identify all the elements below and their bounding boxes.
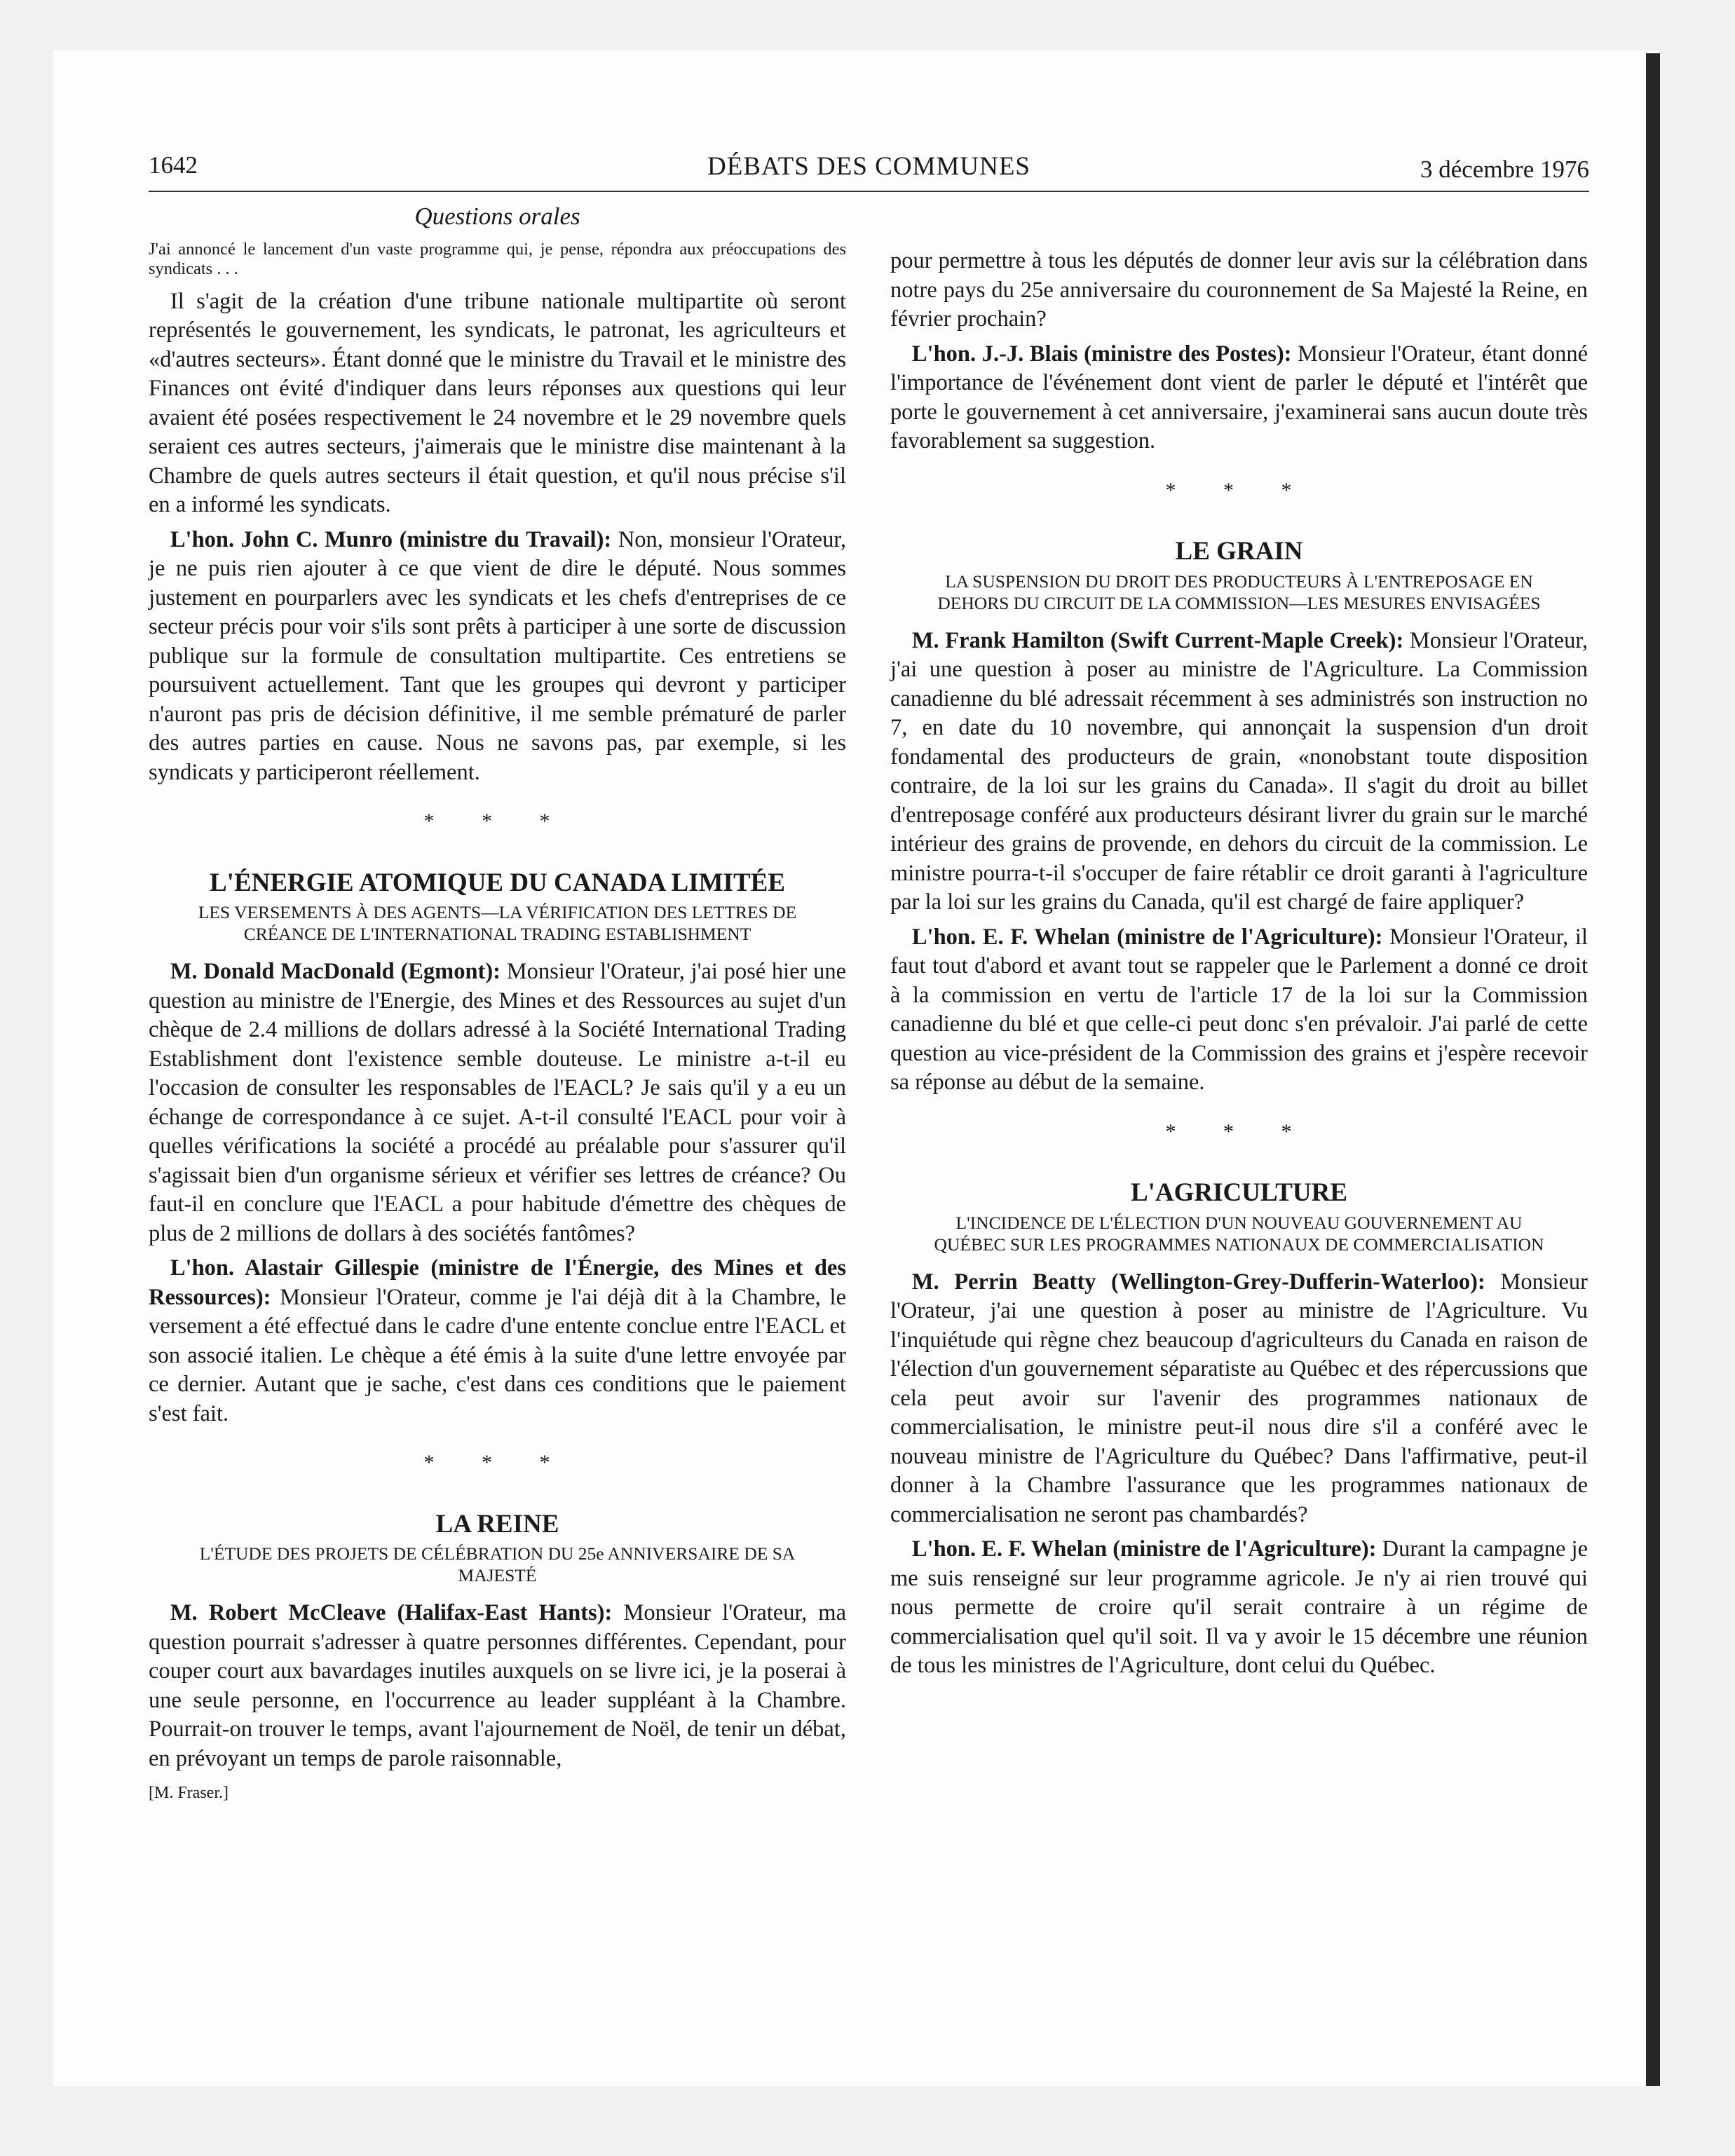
speech-text: Monsieur l'Orateur, ma question pourrait s'adresser à quatre personnes différentes. Cependant, pour couper court aux bavardages inutiles auxquels on se livre ici, je la poserai à une seule personne, en l'occurrence au leader suppléant à la Chambre. Pourrait-on trouver le temps, avant l'ajournement de Noël, de tenir un débat, en prévoyant un temps de parole raisonnable, <box>149 1600 846 1771</box>
page-header <box>149 151 1589 192</box>
speech-text: Monsieur l'Orateur, j'ai une question à poser au ministre de l'Agriculture. Vu l'inquiétude qui règne chez beaucoup d'agriculteurs du Canada en raison de l'élection d'un gouvernement séparatiste au Québec et des répercussions que cela peut avoir sur l'avenir des programmes nationaux de commercialisation, le ministre peut-il nous dire s'il a conféré avec le nouveau ministre de l'Agriculture du Québec? Dans l'affirmative, peut-il donner à la Chambre l'assurance que les programmes nationaux de commercialisation ne seront pas chambardés? <box>890 1269 1588 1527</box>
section-heading: L'ÉNERGIE ATOMIQUE DU CANADA LIMITÉE <box>210 868 785 897</box>
paragraph: Il s'agit de la création d'une tribune nationale multipartite où seront représentés le gouvernement, les syndicats, le patronat, les agriculteurs et «d'autres secteurs». Étant donné que le ministre du Travail et le ministre des Finances ont évité d'indiquer dans leurs réponses aux questions qui leur avaient été posées respectivement le 24 novembre et le 29 novembre quels seraient ces autres secteurs, j'aimerais que le ministre dise maintenant à la Chambre de quels autres secteurs il était question, et qu'il nous précise s'il en a informé les syndicats. <box>149 288 846 517</box>
section-divider: * * * <box>423 1451 571 1474</box>
speech-text: Monsieur l'Orateur, étant donné l'importance de l'événement dont vient de parler le député et l'intérêt que porte le gouvernement à cet anniversaire, j'examinerai sans aucun doute très favorablement sa suggestion. <box>890 341 1588 453</box>
speech-macdonald <box>149 957 846 1248</box>
speech-mccleave <box>149 1599 846 1773</box>
section-heading: LA REINE <box>435 1509 559 1538</box>
page-number: 1642 <box>149 151 198 179</box>
section-subheading: L'ÉTUDE DES PROJETS DE CÉLÉBRATION DU 25e ANNIVERSAIRE DE SA MAJESTÉ <box>199 1543 796 1585</box>
section-subheading: LES VERSEMENTS À DES AGENTS—LA VÉRIFICATION DES LETTRES DE CRÉANCE DE L'INTERNATIONAL TRADING ESTABLISHMENT <box>198 902 797 944</box>
speech-text: Monsieur l'Orateur, j'ai posé hier une question au ministre de l'Energie, des Mines et des Ressources au sujet d'un chèque de 2.4 millions de dollars adressé à la Société International Trading Establishment dont l'existence semble douteuse. Le ministre a-t-il eu l'occasion de consulter les responsables de l'EACL? Je sais qu'il y a eu un échange de correspondance à ce sujet. A-t-il consulté l'EACL pour voir à quelles vérifications la société a procédé au préalable pour s'assurer qu'il s'agissait bien d'un organisme sérieux et vérifier ses lettres de créance? Ou faut-il en conclure que l'EACL a pour habitude d'émettre des chèques de plus de 2 millions de dollars à des sociétés fantômes? <box>149 959 846 1246</box>
speech-text: Monsieur l'Orateur, comme je l'ai déjà dit à la Chambre, le versement a été effectué dans le cadre d'une entente conclue entre l'EACL et son associé italien. Le chèque a été émis à la suite d'une lettre envoyée par ce dernier. Autant que je sache, c'est dans ces conditions que le paiement s'est fait. <box>149 1284 847 1426</box>
section-divider: * * * <box>1165 1119 1313 1143</box>
speaker-name: M. Perrin Beatty (Wellington-Grey-Dufferin-Waterloo): <box>911 1269 1485 1295</box>
speech-text: Monsieur l'Orateur, j'ai une question à poser au ministre de l'Agriculture. La Commission canadienne du blé adressait récemment à ses administrés son instruction no 7, en date du 10 novembre, qui annonçait la suspension d'un droit fondamental des producteurs de grain, «nonobstant toute disposition contraire, de la loi sur les grains du Canada». Il s'agit du droit au billet d'entreposage conféré aux producteurs désirant livrer du grain sur le marché intérieur des grains de provende, en dehors du circuit de la commission. Le ministre pourra-t-il s'occuper de faire rétablir ce droit garanti à l'agriculture par la loi sur les grains du Canada, qu'il est chargé de faire appliquer? <box>890 627 1588 915</box>
speaker-name: M. Frank Hamilton (Swift Current-Maple Creek): <box>911 627 1404 653</box>
section-heading: L'AGRICULTURE <box>1130 1178 1348 1207</box>
paragraph-continued: pour permettre à tous les députés de donner leur avis sur la célébration dans notre pays du 25e anniversaire du couronnement de Sa Majesté la Reine, en février prochain? <box>890 248 1588 332</box>
issue-date: 3 décembre 1976 <box>1420 156 1589 183</box>
speaker-name: L'hon. E. F. Whelan (ministre de l'Agriculture): <box>911 1536 1377 1562</box>
speech-text: Monsieur l'Orateur, il faut tout d'abord et avant tout se rappeler que le Parlement a donné ce droit à la commission en vertu de l'article 17 de la loi sur la Commission canadienne du blé et que celle-ci peut donc s'en prévaloir. J'ai parlé de cette question au vice-président de la Commission des grains et j'espère recevoir sa réponse au début de la semaine. <box>890 924 1588 1095</box>
speech-whelan <box>890 923 1588 1098</box>
section-label: Questions orales <box>414 203 580 230</box>
right-column <box>890 247 1588 1686</box>
speech-text: Durant la campagne je me suis renseigné sur leur programme agricole. Je n'y ai rien trouvé qui nous permette de croire qu'il serait contraire à un régime de commercialisation quel qu'il soit. Il va y avoir le 15 décembre une réunion de tous les ministres de l'Agriculture, dont celui du Québec. <box>890 1536 1588 1678</box>
footer-signature: [M. Fraser.] <box>149 1784 229 1802</box>
section-subheading: L'INCIDENCE DE L'ÉLECTION D'UN NOUVEAU GOUVERNEMENT AU QUÉBEC SUR LES PROGRAMMES NATIONAUX DE COMMERCIALISATION <box>934 1212 1544 1255</box>
speaker-name: M. Robert McCleave (Halifax-East Hants): <box>170 1600 613 1625</box>
section-divider: * * * <box>423 810 571 833</box>
speech-gillespie <box>149 1254 846 1428</box>
speaker-name: L'hon. J.-J. Blais (ministre des Postes): <box>911 341 1292 367</box>
speech-text: Non, monsieur l'Orateur, je ne puis rien ajouter à ce que vient de dire le député. Nous sommes justement en pourparlers avec les syndicats et les chefs d'entreprises de ce secteur précis pour voir s'ils sont prêts à participer à une sorte de discussion publique sur la formule de consultation multipartite. Ces entretiens se poursuivent actuellement. Tant que les groupes qui devront y participer n'auront pas pris de décision définitive, il me semble prématuré de parler des autres parties en cause. Nous ne savons pas, par exemple, si les syndicats y participeront réellement. <box>149 526 846 785</box>
publication-title: DÉBATS DES COMMUNES <box>707 152 1030 181</box>
speech-munro <box>149 526 846 788</box>
section-subheading: LA SUSPENSION DU DROIT DES PRODUCTEURS À L'ENTREPOSAGE EN DEHORS DU CIRCUIT DE LA COMMISSION—LES MESURES ENVISAGÉES <box>937 571 1541 613</box>
section-heading: LE GRAIN <box>1175 537 1303 566</box>
scan-edge <box>1646 53 1660 2086</box>
speech-blais <box>890 340 1588 456</box>
speaker-name: L'hon. John C. Munro (ministre du Travail): <box>170 526 612 552</box>
speech-beatty <box>890 1268 1588 1530</box>
left-column <box>149 202 846 1814</box>
speaker-name: L'hon. E. F. Whelan (ministre de l'Agriculture): <box>911 924 1383 950</box>
quoted-intro: J'ai annoncé le lancement d'un vaste programme qui, je pense, répondra aux préoccupations des syndicats . . . <box>149 239 846 278</box>
section-divider: * * * <box>1165 478 1313 502</box>
speaker-name: L'hon. Alastair Gillespie (ministre de l'Énergie, des Mines et des Ressources): <box>149 1255 846 1310</box>
speech-hamilton <box>890 627 1588 917</box>
speaker-name: M. Donald MacDonald (Egmont): <box>170 959 501 984</box>
speech-whelan <box>890 1535 1588 1681</box>
